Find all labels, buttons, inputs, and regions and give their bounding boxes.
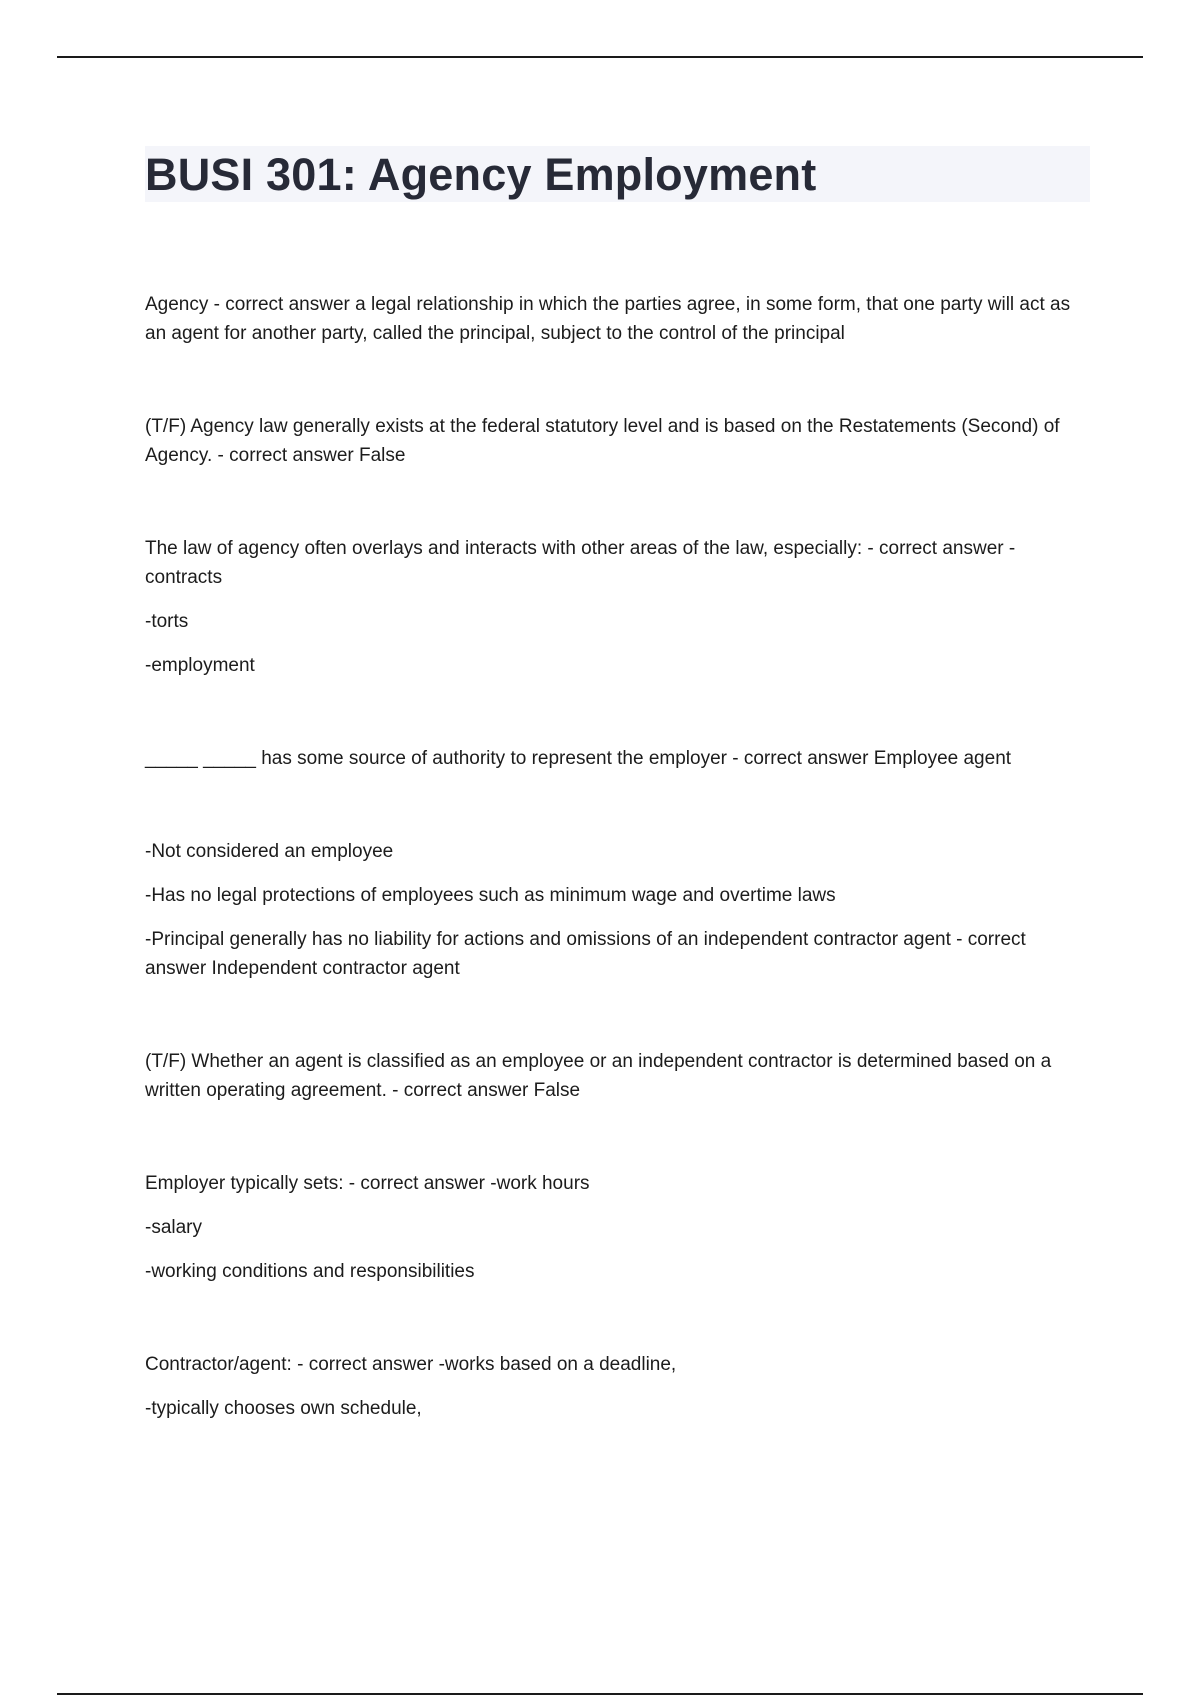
top-divider (57, 56, 1143, 58)
card-text: Employer typically sets: - correct answer -work hours (145, 1173, 590, 1194)
card-text: (T/F) Agency law generally exists at the federal statutory level and is based on the Restatements (Second) of Agency. - correct answer False (145, 416, 1060, 466)
flashcard (145, 412, 1090, 470)
flashcard (145, 1047, 1090, 1105)
card-text: The law of agency often overlays and interacts with other areas of the law, especially: - correct answer -contracts (145, 538, 1016, 588)
card-list-item: -Not considered an employee (145, 841, 394, 862)
card-text: (T/F) Whether an agent is classified as an employee or an independent contractor is determined based on a written operating agreement. - correct answer False (145, 1051, 1052, 1101)
card-list-item: -Principal generally has no liability for actions and omissions of an independent contractor agent - correct answer Independent contractor agent (145, 929, 1026, 979)
flashcard (145, 1350, 1090, 1423)
card-list-item: -working conditions and responsibilities (145, 1261, 475, 1282)
flashcard (145, 1169, 1090, 1286)
title-band (145, 146, 1090, 202)
bottom-divider (57, 1693, 1143, 1695)
flashcard (145, 534, 1090, 680)
card-text: _____ _____ has some source of authority to represent the employer - correct answer Employee agent (145, 748, 1012, 769)
flashcard (145, 744, 1090, 773)
card-text: Agency - correct answer a legal relationship in which the parties agree, in some form, that one party will act as an agent for another party, called the principal, subject to the control of the principal (145, 294, 1071, 344)
card-list-item: -typically chooses own schedule, (145, 1398, 422, 1419)
flashcard (145, 290, 1090, 348)
document-body (145, 146, 1090, 1487)
document-title: BUSI 301: Agency Employment (145, 148, 817, 200)
card-list-item: -employment (145, 655, 255, 676)
card-list-item: -Has no legal protections of employees such as minimum wage and overtime laws (145, 885, 836, 906)
card-list-item: -torts (145, 611, 189, 632)
card-text: Contractor/agent: - correct answer -works based on a deadline, (145, 1354, 677, 1375)
flashcard (145, 837, 1090, 983)
card-list-item: -salary (145, 1217, 203, 1238)
